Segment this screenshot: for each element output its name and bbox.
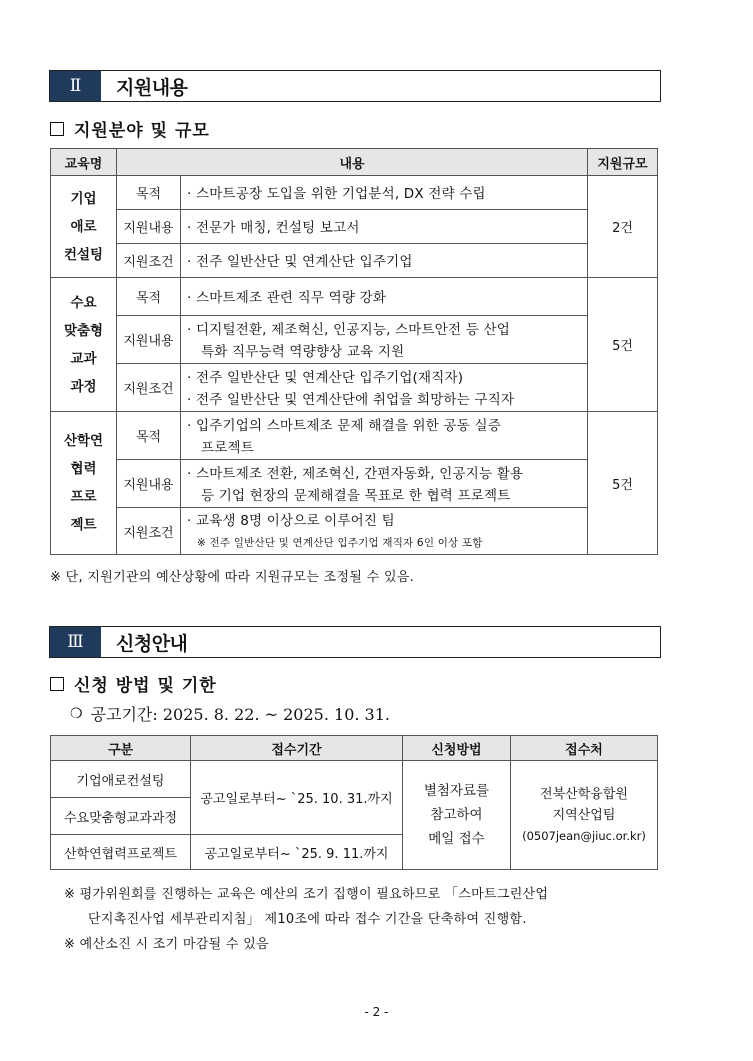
- checkbox-square-icon: [50, 677, 64, 691]
- header-period: 접수기간: [191, 736, 403, 761]
- row-label: 지원내용: [117, 316, 181, 364]
- row-label: 지원조건: [117, 508, 181, 555]
- header-receiver: 접수처: [511, 736, 658, 761]
- category-cell: 기업애로컨설팅: [51, 761, 191, 798]
- section-header-3: [49, 626, 661, 658]
- row-label: 목적: [117, 176, 181, 210]
- row-label: 지원조건: [117, 364, 181, 412]
- row-content: · 전주 일반산단 및 연계산단 입주기업(재직자) · 전주 일반산단 및 연계산단에 취업을 희망하는 구직자: [181, 364, 588, 412]
- subsection-title-support: [50, 116, 210, 141]
- row-label: 지원조건: [117, 244, 181, 278]
- scale-value: 5건: [588, 412, 658, 555]
- category-cell: 수요맞춤형교과과정: [51, 798, 191, 835]
- header-method: 신청방법: [403, 736, 511, 761]
- header-content: 내용: [117, 149, 588, 176]
- row-content: · 스마트공장 도입을 위한 기업분석, DX 전략 수립: [181, 176, 588, 210]
- period-cell: 공고일로부터~ `25. 9. 11.까지: [191, 835, 403, 870]
- row-label: 지원내용: [117, 460, 181, 508]
- row-content: · 스마트제조 전환, 제조혁신, 간편자동화, 인공지능 활용 등 기업 현장의 문제해결을 목표로 한 협력 프로젝트: [181, 460, 588, 508]
- subsection-label: 신청 방법 및 기한: [74, 676, 217, 696]
- row-content: · 전주 일반산단 및 연계산단 입주기업: [181, 244, 588, 278]
- note-line: 단지촉진사업 세부관리지침」 제10조에 따라 접수 기간을 단축하여 진행함.: [88, 912, 527, 927]
- category-cell: 산학연협력프로젝트: [51, 835, 191, 870]
- row-content: · 입주기업의 스마트제조 문제 해결을 위한 공동 실증 프로젝트: [181, 412, 588, 460]
- subsection-title-apply: [50, 671, 217, 696]
- section-header-2: [49, 70, 661, 102]
- edu-name-collab-project: 산학연 협력 프로 젝트: [51, 412, 117, 555]
- row-content: · 스마트제조 관련 직무 역량 강화: [181, 278, 588, 316]
- receiver-cell: 전북산학융합원 지역산업팀 (0507jean@jiuc.or.kr): [511, 761, 658, 870]
- edu-name-consulting: 기업 애로 컨설팅: [51, 176, 117, 278]
- apply-table: [50, 735, 658, 870]
- row-content: · 교육생 8명 이상으로 이루어진 팀 ※ 전주 일반산단 및 연계산단 입주기업 재직자 6인 이상 포함: [181, 508, 588, 555]
- edu-name-custom-course: 수요 맞춤형 교과 과정: [51, 278, 117, 412]
- section-title: 신청안내: [116, 632, 188, 655]
- header-category: 구분: [51, 736, 191, 761]
- receiver-email: (0507jean@jiuc.or.kr): [522, 828, 646, 843]
- budget-note: ※ 단, 지원기관의 예산상황에 따라 지원규모는 조정될 수 있음.: [50, 570, 415, 585]
- announcement-period: [70, 702, 390, 725]
- footnote-small: ※ 전주 일반산단 및 연계산단 입주기업 재직자 6인 이상 포함: [197, 537, 483, 549]
- subsection-label: 지원분야 및 규모: [74, 121, 210, 141]
- header-edu-name: 교육명: [51, 149, 117, 176]
- section-number: Ⅲ: [50, 627, 101, 657]
- section-title: 지원내용: [116, 76, 188, 99]
- page-number: - 2 -: [364, 1005, 389, 1019]
- row-label: 목적: [117, 412, 181, 460]
- row-label: 목적: [117, 278, 181, 316]
- method-cell: 별첨자료를 참고하여 메일 접수: [403, 761, 511, 870]
- note-line: ※ 평가위원회를 진행하는 교육은 예산의 조기 집행이 필요하므로 「스마트그린산업: [64, 887, 549, 902]
- row-content: · 디지털전환, 제조혁신, 인공지능, 스마트안전 등 산업 특화 직무능력 역량향상 교육 지원: [181, 316, 588, 364]
- checkbox-square-icon: [50, 122, 64, 136]
- row-content: · 전문가 매칭, 컨설팅 보고서: [181, 210, 588, 244]
- period-text: 공고기간: 2025. 8. 22. ~ 2025. 10. 31.: [90, 705, 390, 724]
- section-number: Ⅱ: [50, 71, 101, 101]
- circle-bullet-icon: ❍: [70, 705, 83, 722]
- period-cell: 공고일로부터~ `25. 10. 31.까지: [191, 761, 403, 835]
- scale-value: 5건: [588, 278, 658, 412]
- row-label: 지원내용: [117, 210, 181, 244]
- scale-value: 2건: [588, 176, 658, 278]
- note-line: ※ 예산소진 시 조기 마감될 수 있음: [64, 937, 269, 952]
- header-scale: 지원규모: [588, 149, 658, 176]
- support-table: [50, 148, 658, 555]
